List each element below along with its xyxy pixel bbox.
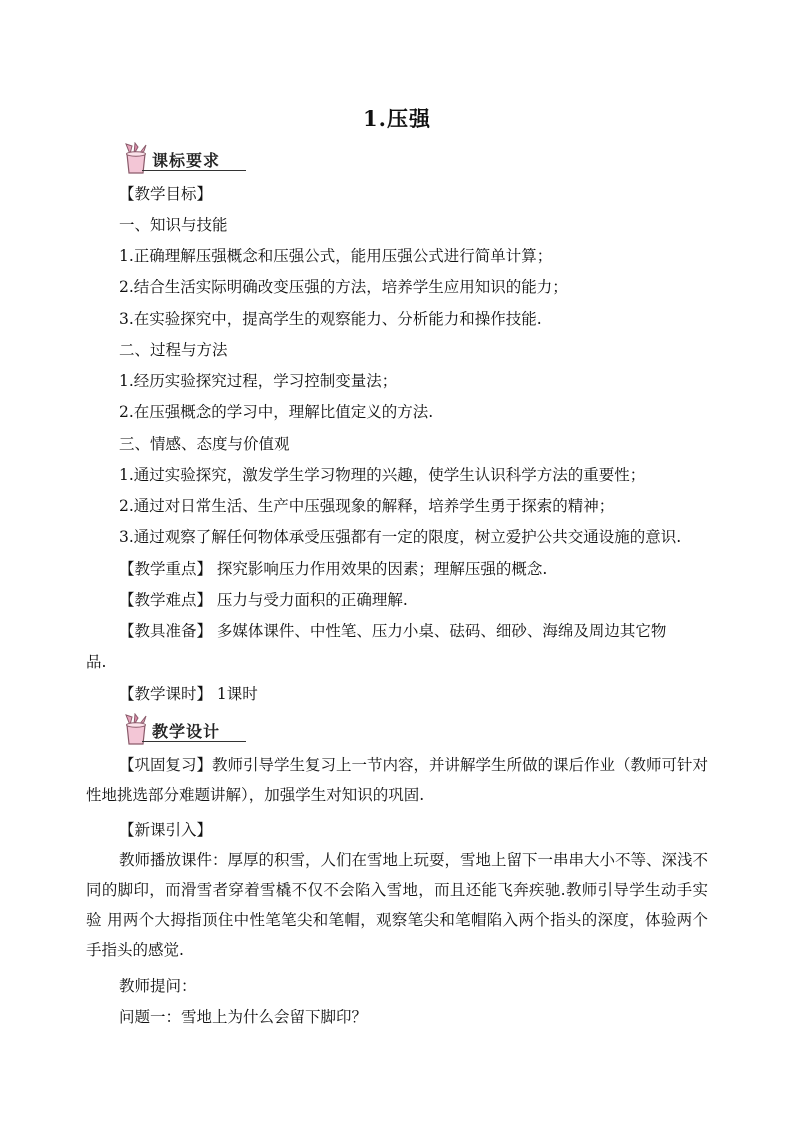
process-item-2: 2.在压强概念的学习中，理解比值定义的方法. — [119, 403, 434, 421]
knowledge-item-2: 2.结合生活实际明确改变压强的方法，培养学生应用知识的能力； — [119, 278, 568, 296]
emotion-item-2: 2.通过对日常生活、生产中压强现象的解释，培养学生勇于探索的精神； — [119, 497, 615, 515]
tools-line-2: 品. — [86, 653, 107, 671]
section-badge-design — [122, 713, 248, 747]
process-heading: 二、过程与方法 — [119, 341, 228, 359]
page-title: 1.压强 — [363, 106, 431, 131]
question-1: 问题一：雪地上为什么会留下脚印？ — [119, 1008, 368, 1026]
teacher-question: 教师提问： — [119, 977, 197, 995]
tools-line-1: 【教具准备】 多媒体课件、中性笔、压力小桌、砝码、细砂、海绵及周边其它物 — [119, 622, 667, 640]
review-paragraph-block — [86, 750, 708, 810]
section-underline — [142, 170, 246, 171]
knowledge-heading: 一、知识与技能 — [119, 216, 228, 234]
section-label: 课标要求 — [152, 151, 221, 170]
review-paragraph: 【巩固复习】教师引导学生复习上一节内容，并讲解学生所做的课后作业（教师可针对性地挑选部分难题讲解），加强学生对知识的巩固. — [86, 756, 709, 804]
section-label: 教学设计 — [152, 722, 221, 741]
emotion-item-3: 3.通过观察了解任何物体承受压强都有一定的限度，树立爱护公共交通设施的意识. — [119, 528, 682, 546]
process-item-1: 1.经历实验探究过程，学习控制变量法； — [119, 372, 398, 390]
knowledge-item-3: 3.在实验探究中，提高学生的观察能力、分析能力和操作技能. — [119, 310, 542, 328]
emotion-item-1: 1.通过实验探究，激发学生学习物理的兴趣，使学生认识科学方法的重要性； — [119, 466, 646, 484]
emotion-heading: 三、情感、态度与价值观 — [119, 435, 290, 453]
knowledge-item-1: 1.正确理解压强概念和压强公式，能用压强公式进行简单计算； — [119, 247, 553, 265]
objectives-heading: 【教学目标】 — [119, 185, 213, 203]
intro-heading: 【新课引入】 — [119, 821, 213, 839]
section-underline — [142, 741, 246, 742]
class-hours: 【教学课时】 1课时 — [119, 685, 258, 703]
intro-paragraph-block — [86, 845, 708, 965]
intro-paragraph: 教师播放课件：厚厚的积雪，人们在雪地上玩耍，雪地上留下一串串大小不等、深浅不同的脚印，而滑雪者穿着雪橇不仅不会陷入雪地，而且还能飞奔疾驰.教师引导学生动手实验 用两个大拇指顶住中性笔笔尖和笔帽，观察笔尖和笔帽陷入两个指头的深度，体验两个手指头的感觉. — [86, 851, 709, 959]
difficult-points: 【教学难点】 压力与受力面积的正确理解. — [119, 591, 408, 609]
key-points: 【教学重点】 探究影响压力作用效果的因素；理解压强的概念. — [119, 560, 548, 578]
section-badge-curriculum — [122, 142, 248, 176]
